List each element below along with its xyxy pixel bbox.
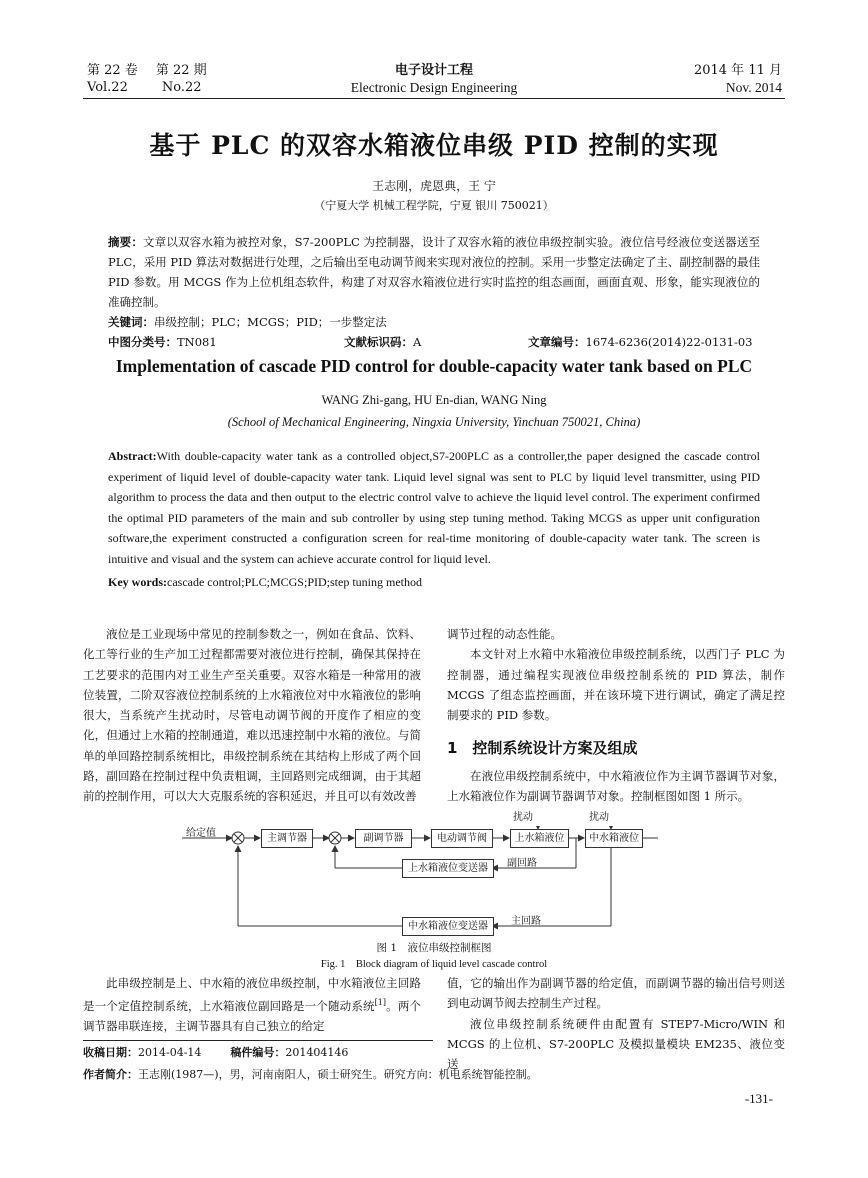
body-right-col-bottom: 值，它的输出作为副调节器的给定值，而副调节器的输出信号则送到电动调节阀去控制生产过程。 液位串级控制系统硬件由配置有 STEP7-Micro/WIN 和 MCGS 的上位机、S7-200PLC 及模拟量模块 EM235、液位变送 <box>447 976 785 1072</box>
page-number: -131- <box>744 1091 773 1106</box>
middle-transmitter-block: 中水箱液位变送器 <box>402 917 494 936</box>
paper-title-en: Implementation of cascade PID control for double-capacity water tank based on PLC <box>115 356 753 376</box>
footer-rule <box>83 1040 433 1041</box>
received-info: 收稿日期：2014-04-14 稿件编号：201404146 <box>83 1046 349 1059</box>
middle-tank-block: 中水箱液位 <box>585 829 643 848</box>
figure-1-diagram <box>180 812 700 942</box>
affiliation-en: (School of Mechanical Engineering, Ningxia University, Yinchuan 750021, China) <box>227 415 641 429</box>
upper-tank-block: 上水箱液位 <box>510 829 569 848</box>
paper-title-cn: 基于 PLC 的双容水箱液位串级 PID 控制的实现 <box>149 131 719 160</box>
valve-block: 电动调节阀 <box>431 829 493 848</box>
setpoint-label: 给定值 <box>186 828 216 839</box>
body-left-col-bottom: 此串级控制是上、中水箱的液位串级控制，中水箱液位主回路是一个定值控制系统，上水箱液位副回路是一个随动系统[1]。两个调节器串联连接，主调节器具有自己独立的给定 <box>83 976 421 1034</box>
main-controller-block: 主调节器 <box>261 829 313 848</box>
sub-controller-block: 副调节器 <box>355 829 412 848</box>
affiliation-cn: （宁夏大学 机械工程学院，宁夏 银川 750021） <box>314 199 554 212</box>
sub-loop-label: 副回路 <box>507 858 537 869</box>
authors-en: WANG Zhi-gang, HU En-dian, WANG Ning <box>321 393 547 407</box>
header-volume: 第 22 卷 第 22 期 Vol.22 No.22 <box>87 63 207 95</box>
author-bio: 作者简介：王志刚(1987—)，男，河南南阳人，硕士研究生。研究方向：机电系统智能控制。 <box>83 1068 538 1081</box>
disturbance-label-1: 扰动 <box>513 812 533 823</box>
header-date: 2014 年 11 月 Nov. 2014 <box>693 63 782 95</box>
main-loop-label: 主回路 <box>511 916 541 927</box>
disturbance-label-2: 扰动 <box>589 812 609 823</box>
citation: [1] <box>374 998 386 1008</box>
figure-caption-cn: 图 1 液位串级控制框图 <box>376 942 492 954</box>
upper-transmitter-block: 上水箱液位变送器 <box>402 859 494 878</box>
figure-caption-en: Fig. 1 Block diagram of liquid level cascade control <box>320 959 548 970</box>
authors-cn: 王志刚，虎恩典，王 宁 <box>372 179 496 193</box>
header-journal: 电子设计工程 Electronic Design Engineering <box>350 63 518 95</box>
header-rule <box>83 98 785 99</box>
body-right-col-top: 调节过程的动态性能。 本文针对上水箱中水箱液位串级控制系统，以西门子 PLC 为控制器，通过编程实现液位串级控制系统的 PID 算法，制作 MCGS 了组态监控画面，并在该环境下进行调试，确定了满足控制要求的 PID 参数。 <box>447 627 785 723</box>
abstract-cn: 摘要：文章以双容水箱为被控对象，S7-200PLC 为控制器，设计了双容水箱的液位串级控制实验。液位信号经液位变送器送至 PLC，采用 PID 算法对数据进行处理，之后输出至电动调节阀来实现对液位的控制。采用一步整定法确定了主、副控制器的最佳 PID 参数。用 MCGS 作为上位机组态软件，构建了对双容水箱液位进行实时监控的组态画面，画面直观、形象，能实现液位的准确控制。 <box>108 235 761 309</box>
keywords-en: Key words:cascade control;PLC;MCGS;PID;step tuning method <box>108 575 422 589</box>
body-left-col-top: 液位是工业现场中常见的控制参数之一，例如在食品、饮料、化工等行业的生产加工过程都需要对液位进行控制，确保其保持在工艺要求的范围内对工业生产至关重要。双容水箱是一种常用的液位装置，二阶双容液位控制系统的上水箱液位对中水箱液位的影响很大，当系统产生扰动时，尽管电动调节阀的开度作了相应的变化，但通过上水箱的控制通道，难以迅速控制中水箱的液位。与简单的单回路控制系统相比，串级控制系统在其结构上形成了两个回路，副回路在控制过程中负责粗调，主回路则完成细调，由于其超前的控制作用，可以大大克服系统的容积延迟，并且可以有效改善 <box>83 627 421 804</box>
body-right-col-mid: 在液位串级控制系统中，中水箱液位作为主调节器调节对象，上水箱液位作为副调节器调节对象。控制框图如图 1 所示。 <box>447 769 785 804</box>
abstract-en: Abstract:With double-capacity water tank as a controlled object,S7-200PLC as a controller,the paper designed the cascade control experiment of liquid level of double-capacity water tank. Liquid level signal was sent to PLC by liquid level transmitter, using PID algorithm to process the data and then output to the electric control valve to achieve the liquid level control. The experiment confirmed the optimal PID parameters of the main and sub controller by using step tuning method. Taking MCGS as upper unit configuration software,the experiment constructed a configuration screen for real-time monitoring of double-capacity water tank. The screen is intuitive and visual and the system can achieve accurate control for liquid level. <box>108 449 760 566</box>
section-heading-1: 1 控制系统设计方案及组成 <box>447 739 638 757</box>
keywords-cn: 关键词：串级控制；PLC；MCGS；PID；一步整定法 <box>108 315 387 329</box>
